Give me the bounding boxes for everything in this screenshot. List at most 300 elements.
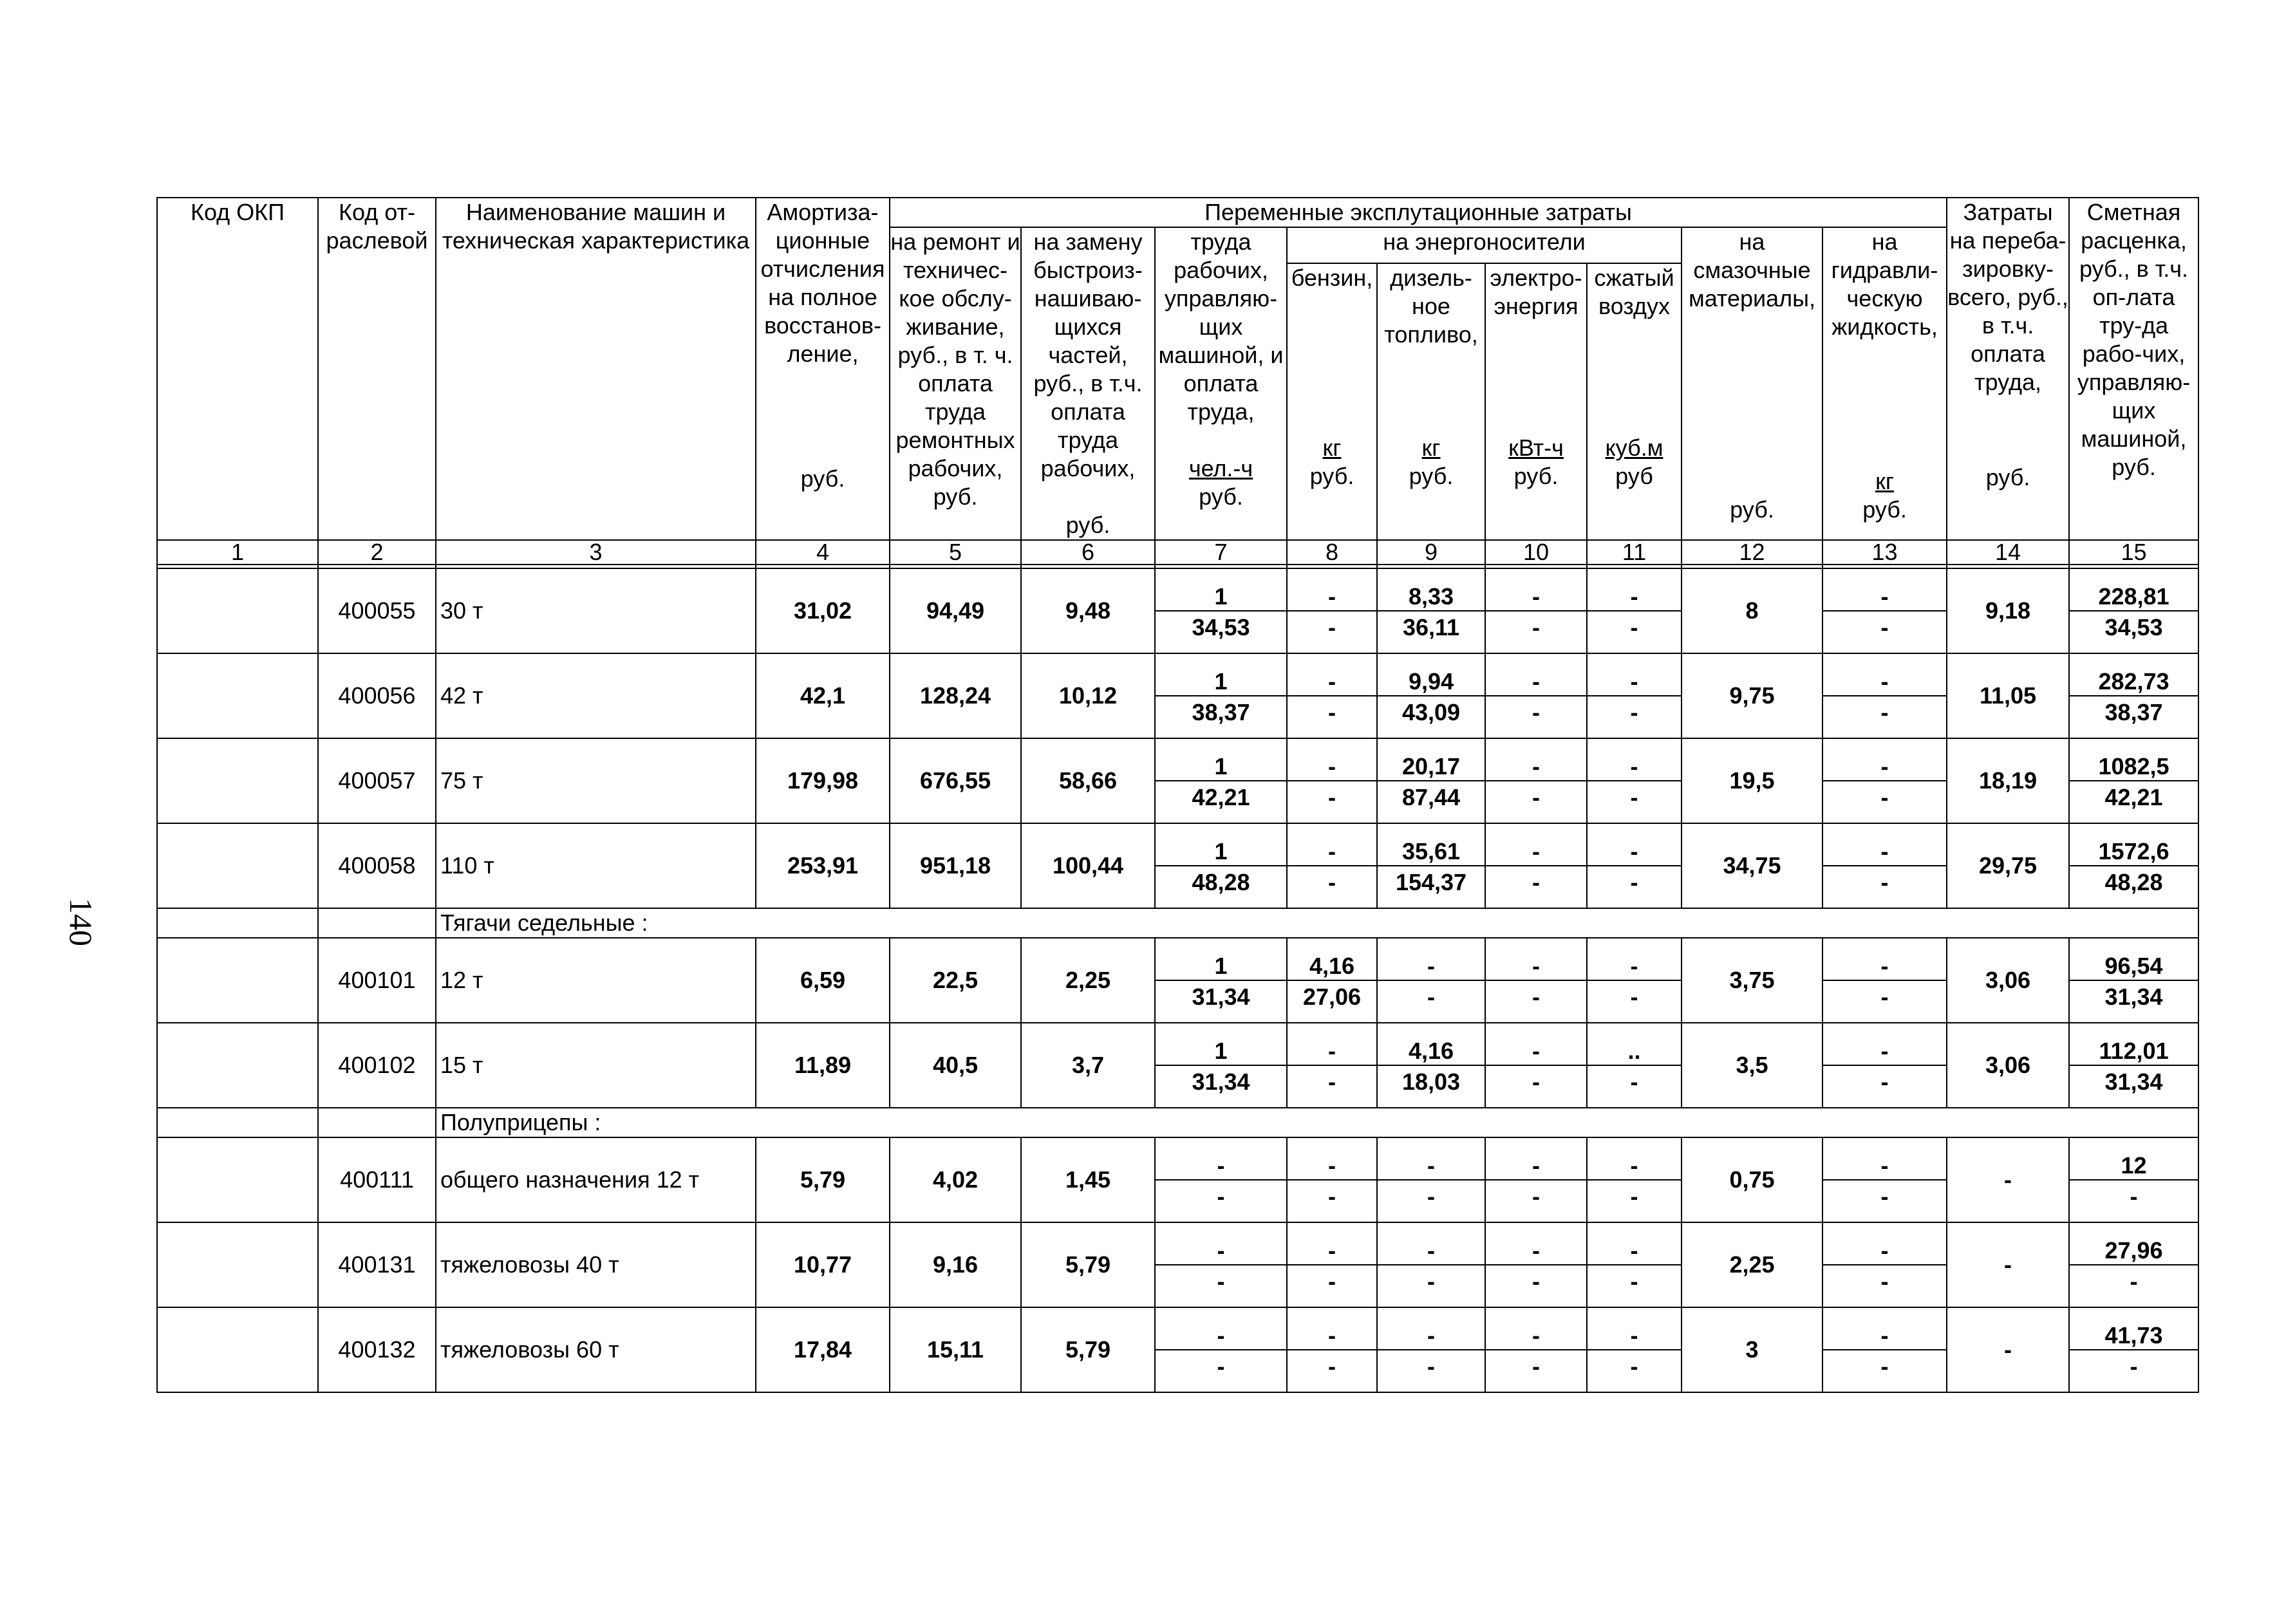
diesel-value-bottom: - (1427, 1268, 1435, 1294)
hydro-value-bottom: - (1880, 1069, 1889, 1095)
header-air-text: сжатый воздух (1594, 264, 1674, 319)
machine-name: тяжеловозы 40 т (436, 1222, 756, 1307)
hydro-value-bottom: - (1880, 869, 1889, 895)
col-num: 12 (1682, 540, 1823, 565)
table-row (157, 568, 2198, 653)
air-value-bottom: - (1630, 1183, 1638, 1209)
labor-value (1155, 1307, 1287, 1392)
petrol-value-bottom: - (1328, 869, 1336, 895)
col-num: 3 (436, 540, 756, 565)
petrol-value-bottom: - (1328, 699, 1336, 725)
header-code-branch: Код от-раслевой (318, 198, 436, 540)
lube-value: 2,25 (1682, 1222, 1823, 1307)
estimate-value (2069, 1222, 2198, 1307)
hydro-value-top: - (1823, 666, 1946, 696)
estimate-value-top: 41,73 (2070, 1320, 2198, 1350)
labor-value-top: - (1156, 1235, 1286, 1265)
labor-value (1155, 738, 1287, 823)
machine-name: 75 т (436, 738, 756, 823)
hydro-value-bottom: - (1880, 1353, 1889, 1379)
diesel-value (1377, 1307, 1485, 1392)
relocation-value: 18,19 (1947, 738, 2069, 823)
estimate-value-bottom: - (2130, 1353, 2138, 1379)
air-value-top: - (1588, 751, 1681, 781)
hydro-value-bottom: - (1880, 1183, 1889, 1209)
header-petrol-unit1: кг (1322, 434, 1342, 461)
table-row (157, 1137, 2198, 1222)
petrol-value-bottom: - (1328, 1069, 1336, 1095)
labor-value-bottom: 38,37 (1192, 699, 1250, 725)
diesel-value (1377, 738, 1485, 823)
diesel-value-bottom: 43,09 (1401, 699, 1461, 725)
petrol-value-top: - (1288, 751, 1376, 781)
lube-value: 19,5 (1682, 738, 1823, 823)
air-value-top: - (1588, 581, 1681, 611)
col-num: 7 (1155, 540, 1287, 565)
diesel-value-top: 8,33 (1378, 581, 1485, 611)
col-num: 15 (2069, 540, 2198, 565)
estimate-value-top: 12 (2070, 1150, 2198, 1181)
labor-value (1155, 568, 1287, 653)
diesel-value (1377, 1222, 1485, 1307)
diesel-value-bottom: - (1427, 1353, 1435, 1379)
repair-value: 94,49 (890, 568, 1021, 653)
relocation-value: 9,18 (1947, 568, 2069, 653)
estimate-value (2069, 1307, 2198, 1392)
hydro-value (1823, 1023, 1947, 1108)
diesel-value-top: 4,16 (1378, 1035, 1485, 1066)
header-air-unit2: руб (1615, 462, 1653, 489)
branch-code: 400111 (318, 1137, 436, 1222)
diesel-value-bottom: 36,11 (1402, 614, 1460, 640)
air-value-top: - (1588, 666, 1681, 696)
branch-code: 400132 (318, 1307, 436, 1392)
electric-value-bottom: - (1532, 1069, 1540, 1095)
section-semitrailers (157, 1108, 2198, 1137)
okp-cell (157, 653, 318, 738)
amortization-value: 253,91 (756, 823, 890, 908)
air-value (1587, 653, 1682, 738)
header-replace-text: на замену быстроиз-нашиваю-щихся частей, руб., в т.ч. оплата труда рабочих, (1033, 229, 1143, 481)
header-hydro-unit2: руб. (1862, 496, 1907, 523)
branch-code (318, 1108, 436, 1137)
estimate-value (2069, 568, 2198, 653)
section-tractors (157, 908, 2198, 938)
amortization-value: 42,1 (756, 653, 890, 738)
header-amortization (756, 198, 890, 540)
estimate-value-bottom: 48,28 (2104, 869, 2163, 895)
branch-code: 400055 (318, 568, 436, 653)
estimate-value-top: 27,96 (2070, 1235, 2198, 1265)
electric-value-top: - (1486, 1150, 1586, 1181)
electric-value-top: - (1486, 1320, 1586, 1350)
replace-value: 5,79 (1021, 1307, 1155, 1392)
hydro-value-top: - (1823, 751, 1946, 781)
replace-value: 58,66 (1021, 738, 1155, 823)
air-value-bottom: - (1630, 699, 1638, 725)
hydro-value-top: - (1823, 581, 1946, 611)
repair-value: 676,55 (890, 738, 1021, 823)
electric-value-bottom: - (1532, 984, 1540, 1010)
electric-value-top: - (1486, 1235, 1586, 1265)
estimate-value (2069, 938, 2198, 1023)
header-amortization-unit: руб. (800, 465, 845, 492)
header-relocation-unit: руб. (1985, 464, 2030, 490)
okp-cell (157, 938, 318, 1023)
air-value (1587, 1222, 1682, 1307)
estimate-value-bottom: - (2130, 1268, 2138, 1294)
labor-value-top: 1 (1156, 581, 1286, 611)
labor-value-top: - (1156, 1320, 1286, 1350)
repair-value: 951,18 (890, 823, 1021, 908)
header-lube (1682, 227, 1823, 540)
petrol-value-top: - (1288, 581, 1376, 611)
air-value-top: - (1588, 950, 1681, 981)
estimate-value-bottom: 38,37 (2104, 699, 2163, 725)
petrol-value (1287, 823, 1377, 908)
petrol-value-bottom: - (1328, 1183, 1336, 1209)
repair-value: 128,24 (890, 653, 1021, 738)
hydro-value-top: - (1823, 1320, 1946, 1350)
machine-name: общего назначения 12 т (436, 1137, 756, 1222)
electric-value-bottom: - (1532, 1268, 1540, 1294)
petrol-value-top: - (1288, 1320, 1376, 1350)
petrol-value-top: - (1288, 666, 1376, 696)
estimate-value (2069, 823, 2198, 908)
estimate-value-bottom: 31,34 (2104, 1069, 2163, 1095)
column-numbers-row (157, 540, 2198, 565)
amortization-value: 17,84 (756, 1307, 890, 1392)
petrol-value (1287, 738, 1377, 823)
amortization-value: 11,89 (756, 1023, 890, 1108)
petrol-value (1287, 1023, 1377, 1108)
electric-value-bottom: - (1532, 869, 1540, 895)
air-value-bottom: - (1630, 869, 1638, 895)
petrol-value-bottom: - (1328, 1268, 1336, 1294)
machine-name: 12 т (436, 938, 756, 1023)
air-value-top: - (1588, 835, 1681, 866)
petrol-value (1287, 1307, 1377, 1392)
repair-value: 9,16 (890, 1222, 1021, 1307)
diesel-value (1377, 938, 1485, 1023)
header-replace-unit: руб. (1065, 512, 1110, 538)
header-lube-text: на смазочные материалы, (1688, 229, 1816, 312)
header-diesel-text: дизель-ное топливо, (1384, 264, 1478, 348)
diesel-value-top: - (1378, 1150, 1485, 1181)
labor-value-bottom: 42,21 (1192, 784, 1250, 810)
electric-value-bottom: - (1532, 614, 1540, 640)
header-replace (1021, 227, 1155, 540)
petrol-value-top: - (1288, 835, 1376, 866)
section-title: Полуприцепы : (436, 1108, 2198, 1137)
hydro-value (1823, 738, 1947, 823)
diesel-value-bottom: 87,44 (1401, 784, 1461, 810)
air-value-top: - (1588, 1150, 1681, 1181)
okp-cell (157, 1137, 318, 1222)
lube-value: 8 (1682, 568, 1823, 653)
labor-value (1155, 1222, 1287, 1307)
table-row (157, 938, 2198, 1023)
estimate-value-bottom: 42,21 (2104, 784, 2163, 810)
labor-value-top: - (1156, 1150, 1286, 1181)
header-air (1587, 263, 1682, 540)
header-repair-text: на ремонт и техничес-кое обслу-живание, руб., в т. ч. оплата труда ремонтных рабочих, (890, 229, 1020, 481)
okp-cell (157, 1307, 318, 1392)
petrol-value (1287, 568, 1377, 653)
hydro-value (1823, 938, 1947, 1023)
electric-value (1485, 823, 1587, 908)
petrol-value (1287, 1137, 1377, 1222)
hydro-value (1823, 568, 1947, 653)
replace-value: 1,45 (1021, 1137, 1155, 1222)
machine-cost-table (156, 197, 2199, 1393)
electric-value-top: - (1486, 1035, 1586, 1066)
hydro-value-top: - (1823, 835, 1946, 866)
labor-value-top: 1 (1156, 666, 1286, 696)
labor-value-top: 1 (1156, 1035, 1286, 1066)
relocation-value: - (1947, 1222, 2069, 1307)
relocation-value: 11,05 (1947, 653, 2069, 738)
header-electric-text: электро-энергия (1490, 264, 1582, 319)
air-value-bottom: - (1630, 614, 1638, 640)
estimate-value-top: 282,73 (2070, 666, 2198, 696)
labor-value-top: 1 (1156, 835, 1286, 866)
labor-value (1155, 938, 1287, 1023)
petrol-value-top: - (1288, 1150, 1376, 1181)
header-diesel-unit2: руб. (1409, 462, 1454, 489)
diesel-value-top: - (1378, 1320, 1485, 1350)
hydro-value (1823, 653, 1947, 738)
labor-value-bottom: - (1217, 1183, 1225, 1209)
col-num: 4 (756, 540, 890, 565)
petrol-value (1287, 938, 1377, 1023)
air-value (1587, 1137, 1682, 1222)
table-row (157, 823, 2198, 908)
header-hydro-text: на гидравли-ческую жидкость, (1831, 229, 1938, 340)
electric-value (1485, 738, 1587, 823)
petrol-value-bottom: 27,06 (1302, 984, 1362, 1010)
hydro-value-top: - (1823, 1235, 1946, 1265)
header-lube-unit: руб. (1730, 496, 1774, 523)
header-energy: на энергоносители (1287, 227, 1682, 263)
labor-value-bottom: - (1217, 1268, 1225, 1294)
air-value (1587, 1023, 1682, 1108)
estimate-value-top: 228,81 (2070, 581, 2198, 611)
col-num: 2 (318, 540, 436, 565)
air-value-bottom: - (1630, 1353, 1638, 1379)
col-num: 1 (157, 540, 318, 565)
amortization-value: 10,77 (756, 1222, 890, 1307)
electric-value-top: - (1486, 950, 1586, 981)
replace-value: 100,44 (1021, 823, 1155, 908)
lube-value: 34,75 (1682, 823, 1823, 908)
labor-value-top: 1 (1156, 950, 1286, 981)
labor-value-top: 1 (1156, 751, 1286, 781)
col-num: 8 (1287, 540, 1377, 565)
estimate-value (2069, 1137, 2198, 1222)
relocation-value: 3,06 (1947, 1023, 2069, 1108)
table-row (157, 738, 2198, 823)
amortization-value: 5,79 (756, 1137, 890, 1222)
header-code-okp: Код ОКП (157, 198, 318, 540)
branch-code: 400101 (318, 938, 436, 1023)
air-value-bottom: - (1630, 1069, 1638, 1095)
estimate-value (2069, 653, 2198, 738)
air-value-bottom: - (1630, 984, 1638, 1010)
diesel-value (1377, 823, 1485, 908)
diesel-value-bottom: 154,37 (1395, 869, 1467, 895)
labor-value (1155, 1023, 1287, 1108)
branch-code: 400056 (318, 653, 436, 738)
header-petrol-text: бензин, (1291, 264, 1373, 291)
lube-value: 3,75 (1682, 938, 1823, 1023)
table-row (157, 653, 2198, 738)
estimate-value-top: 1572,6 (2070, 835, 2198, 866)
air-value-top: - (1588, 1320, 1681, 1350)
electric-value-bottom: - (1532, 1183, 1540, 1209)
diesel-value-top: - (1378, 950, 1485, 981)
header-hydro (1823, 227, 1947, 540)
repair-value: 40,5 (890, 1023, 1021, 1108)
relocation-value: 3,06 (1947, 938, 2069, 1023)
labor-value (1155, 653, 1287, 738)
okp-cell (157, 1222, 318, 1307)
petrol-value-bottom: - (1328, 1353, 1336, 1379)
col-num: 13 (1823, 540, 1947, 565)
col-num: 5 (890, 540, 1021, 565)
electric-value-top: - (1486, 666, 1586, 696)
amortization-value: 31,02 (756, 568, 890, 653)
header-relocation (1947, 198, 2069, 540)
branch-code: 400102 (318, 1023, 436, 1108)
header-labor-unit1: чел.-ч (1188, 455, 1253, 481)
electric-value (1485, 1023, 1587, 1108)
hydro-value (1823, 1222, 1947, 1307)
table-row (157, 1222, 2198, 1307)
hydro-value-bottom: - (1880, 784, 1889, 810)
diesel-value-bottom: - (1427, 1183, 1435, 1209)
lube-value: 0,75 (1682, 1137, 1823, 1222)
electric-value (1485, 1222, 1587, 1307)
replace-value: 5,79 (1021, 1222, 1155, 1307)
machine-name: 110 т (436, 823, 756, 908)
labor-value (1155, 1137, 1287, 1222)
header-electric-unit2: руб. (1513, 462, 1559, 489)
header-diesel (1377, 263, 1485, 540)
air-value (1587, 938, 1682, 1023)
petrol-value-bottom: - (1328, 784, 1336, 810)
petrol-value-bottom: - (1328, 614, 1336, 640)
petrol-value-top: - (1288, 1235, 1376, 1265)
page-number: 140 (63, 898, 99, 946)
machine-name: тяжеловозы 60 т (436, 1307, 756, 1392)
petrol-value (1287, 1222, 1377, 1307)
estimate-value-bottom: 31,34 (2104, 984, 2163, 1010)
diesel-value (1377, 568, 1485, 653)
electric-value-bottom: - (1532, 1353, 1540, 1379)
diesel-value-top: 20,17 (1378, 751, 1485, 781)
diesel-value-top: 35,61 (1378, 835, 1485, 866)
diesel-value-top: - (1378, 1235, 1485, 1265)
labor-value-bottom: 31,34 (1192, 1069, 1250, 1095)
estimate-value-top: 1082,5 (2070, 751, 2198, 781)
col-num: 10 (1485, 540, 1587, 565)
diesel-value (1377, 1137, 1485, 1222)
estimate-value (2069, 1023, 2198, 1108)
lube-value: 3 (1682, 1307, 1823, 1392)
header-labor-text: труда рабочих, управляю-щих машиной, и оплата труда, (1158, 229, 1284, 425)
labor-value-bottom: 31,34 (1192, 984, 1250, 1010)
relocation-value: - (1947, 1137, 2069, 1222)
header-labor (1155, 227, 1287, 540)
machine-name: 30 т (436, 568, 756, 653)
hydro-value-bottom: - (1880, 984, 1889, 1010)
okp-cell (157, 823, 318, 908)
branch-code: 400131 (318, 1222, 436, 1307)
hydro-value-bottom: - (1880, 614, 1889, 640)
electric-value-top: - (1486, 835, 1586, 866)
header-repair (890, 227, 1021, 540)
hydro-value-top: - (1823, 950, 1946, 981)
electric-value-bottom: - (1532, 784, 1540, 810)
repair-value: 22,5 (890, 938, 1021, 1023)
machine-name: 42 т (436, 653, 756, 738)
amortization-value: 179,98 (756, 738, 890, 823)
hydro-value-bottom: - (1880, 699, 1889, 725)
diesel-value (1377, 1023, 1485, 1108)
electric-value-bottom: - (1532, 699, 1540, 725)
air-value (1587, 1307, 1682, 1392)
header-air-unit1: куб.м (1605, 434, 1663, 461)
diesel-value-top: 9,94 (1378, 666, 1485, 696)
col-num: 9 (1377, 540, 1485, 565)
col-num: 11 (1587, 540, 1682, 565)
col-num: 14 (1947, 540, 2069, 565)
header-relocation-text: Затраты на переба-зировку-всего, руб., в т.ч. оплата труда, (1947, 199, 2068, 395)
header-estimate (2069, 198, 2198, 540)
header-hydro-unit1: кг (1875, 468, 1894, 494)
labor-value (1155, 823, 1287, 908)
air-value-top: .. (1588, 1035, 1681, 1066)
header-petrol-unit2: руб. (1309, 462, 1354, 489)
air-value (1587, 738, 1682, 823)
electric-value (1485, 1137, 1587, 1222)
relocation-value: - (1947, 1307, 2069, 1392)
replace-value: 9,48 (1021, 568, 1155, 653)
labor-value-bottom: 48,28 (1192, 869, 1250, 895)
lube-value: 3,5 (1682, 1023, 1823, 1108)
amortization-value: 6,59 (756, 938, 890, 1023)
estimate-value-bottom: 34,53 (2104, 614, 2163, 640)
okp-cell (157, 568, 318, 653)
header-repair-unit: руб. (933, 483, 978, 510)
estimate-value-bottom: - (2130, 1183, 2138, 1209)
replace-value: 3,7 (1021, 1023, 1155, 1108)
electric-value (1485, 653, 1587, 738)
diesel-value-bottom: 18,03 (1401, 1069, 1461, 1095)
machine-name: 15 т (436, 1023, 756, 1108)
air-value-bottom: - (1630, 784, 1638, 810)
branch-code: 400057 (318, 738, 436, 823)
electric-value-top: - (1486, 751, 1586, 781)
hydro-value (1823, 1307, 1947, 1392)
hydro-value-bottom: - (1880, 1268, 1889, 1294)
header-labor-unit2: руб. (1199, 483, 1243, 510)
estimate-value (2069, 738, 2198, 823)
electric-value (1485, 938, 1587, 1023)
okp-cell (157, 738, 318, 823)
branch-code (318, 908, 436, 938)
